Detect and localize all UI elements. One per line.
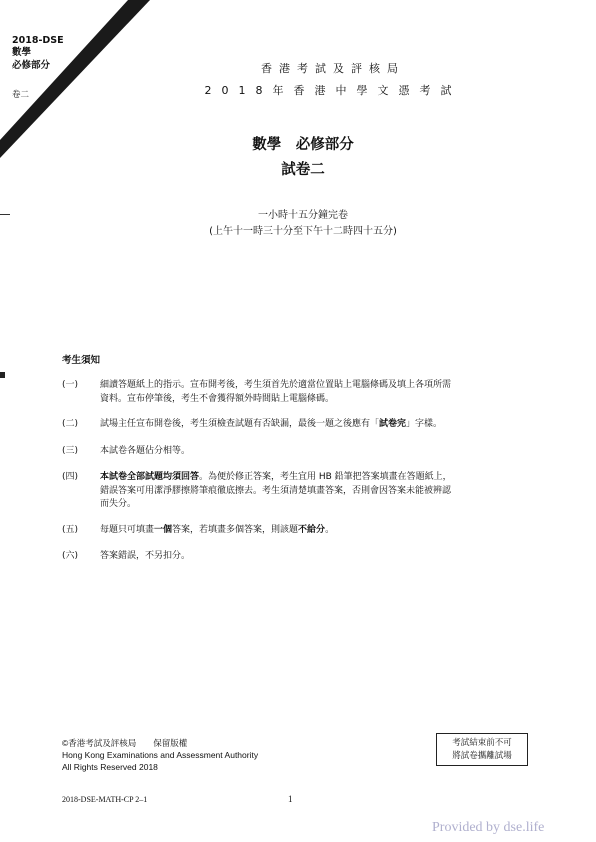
margin-mark-block [0,372,5,378]
item-text: 答案，若填畫多個答案，則該題 [172,525,299,535]
notice-box [436,733,528,766]
notice-line: 考試結束前不可 [452,738,512,748]
notice-line: 將試卷攜離試場 [452,751,512,761]
copyright-org: Hong Kong Examinations and Assessment Authority [62,750,259,760]
paper-subtitle: 試卷二 [281,162,325,178]
item-text: 答案錯誤，不另扣分。 [100,551,191,561]
corner-year-code: 2018-DSE [12,35,64,46]
item-bold: 一個 [154,525,173,535]
copyright-line: ©香港考試及評核局 保留版權 [62,738,188,748]
item-text: 每題只可填畫 [100,525,155,535]
item-number: (六) [62,551,79,561]
item-text: 。 [325,525,335,535]
instructions-heading: 考生須知 [62,355,101,366]
item-bold: 本試卷全部試題均須回答 [100,472,200,482]
exam-name: 2018年香港中學文憑考試 [204,84,462,97]
item-bold: 不給分 [298,525,326,535]
organization-name: 香港考試及評核局 [261,62,405,75]
item-line: 錯誤答案可用潔淨膠擦將筆痕徹底擦去。考生須清楚填畫答案，否則會因答案未能被辨認 [100,485,452,496]
item-text: 。為便於修正答案，考生宜用 HB 鉛筆把答案填畫在答題紙上， [199,472,452,482]
page-number: 1 [288,794,293,804]
duration-time: (上午十一時三十分至下午十二時四十五分) [209,226,397,237]
item-number: (四) [62,472,79,482]
item-text: 」字樣。 [406,419,443,429]
item-number: (五) [62,525,79,535]
item-text: 試場主任宣布開卷後，考生須檢查試題有否缺漏，最後一題之後應有「 [100,419,380,429]
item-line: 細讀答題紙上的指示。宣布開考後，考生須首先於適當位置貼上電腦條碼及填上各項所需 [100,380,452,390]
duration-text: 一小時十五分鐘完卷 [258,210,348,221]
item-number: (二) [62,419,79,429]
item-line: 資料。宣布停筆後，考生不會獲得額外時間貼上電腦條碼。 [100,393,335,404]
corner-subject: 數學 [12,47,32,58]
item-number: (三) [62,446,79,456]
item-line: 而失分。 [100,499,137,509]
corner-part: 必修部分 [12,60,51,71]
copyright-rights: All Rights Reserved 2018 [62,762,158,772]
paper-code: 2018-DSE-MATH-CP 2–1 [62,795,148,804]
item-text: 本試卷各題佔分相等。 [100,446,191,456]
item-number: (一) [62,380,79,390]
corner-paper: 卷二 [12,90,30,100]
provided-by-watermark: Provided by dse.life [432,820,545,835]
mc-badge: MC [63,76,91,104]
item-bold: 試卷完 [379,419,407,429]
paper-title: 數學 必修部分 [252,137,354,153]
